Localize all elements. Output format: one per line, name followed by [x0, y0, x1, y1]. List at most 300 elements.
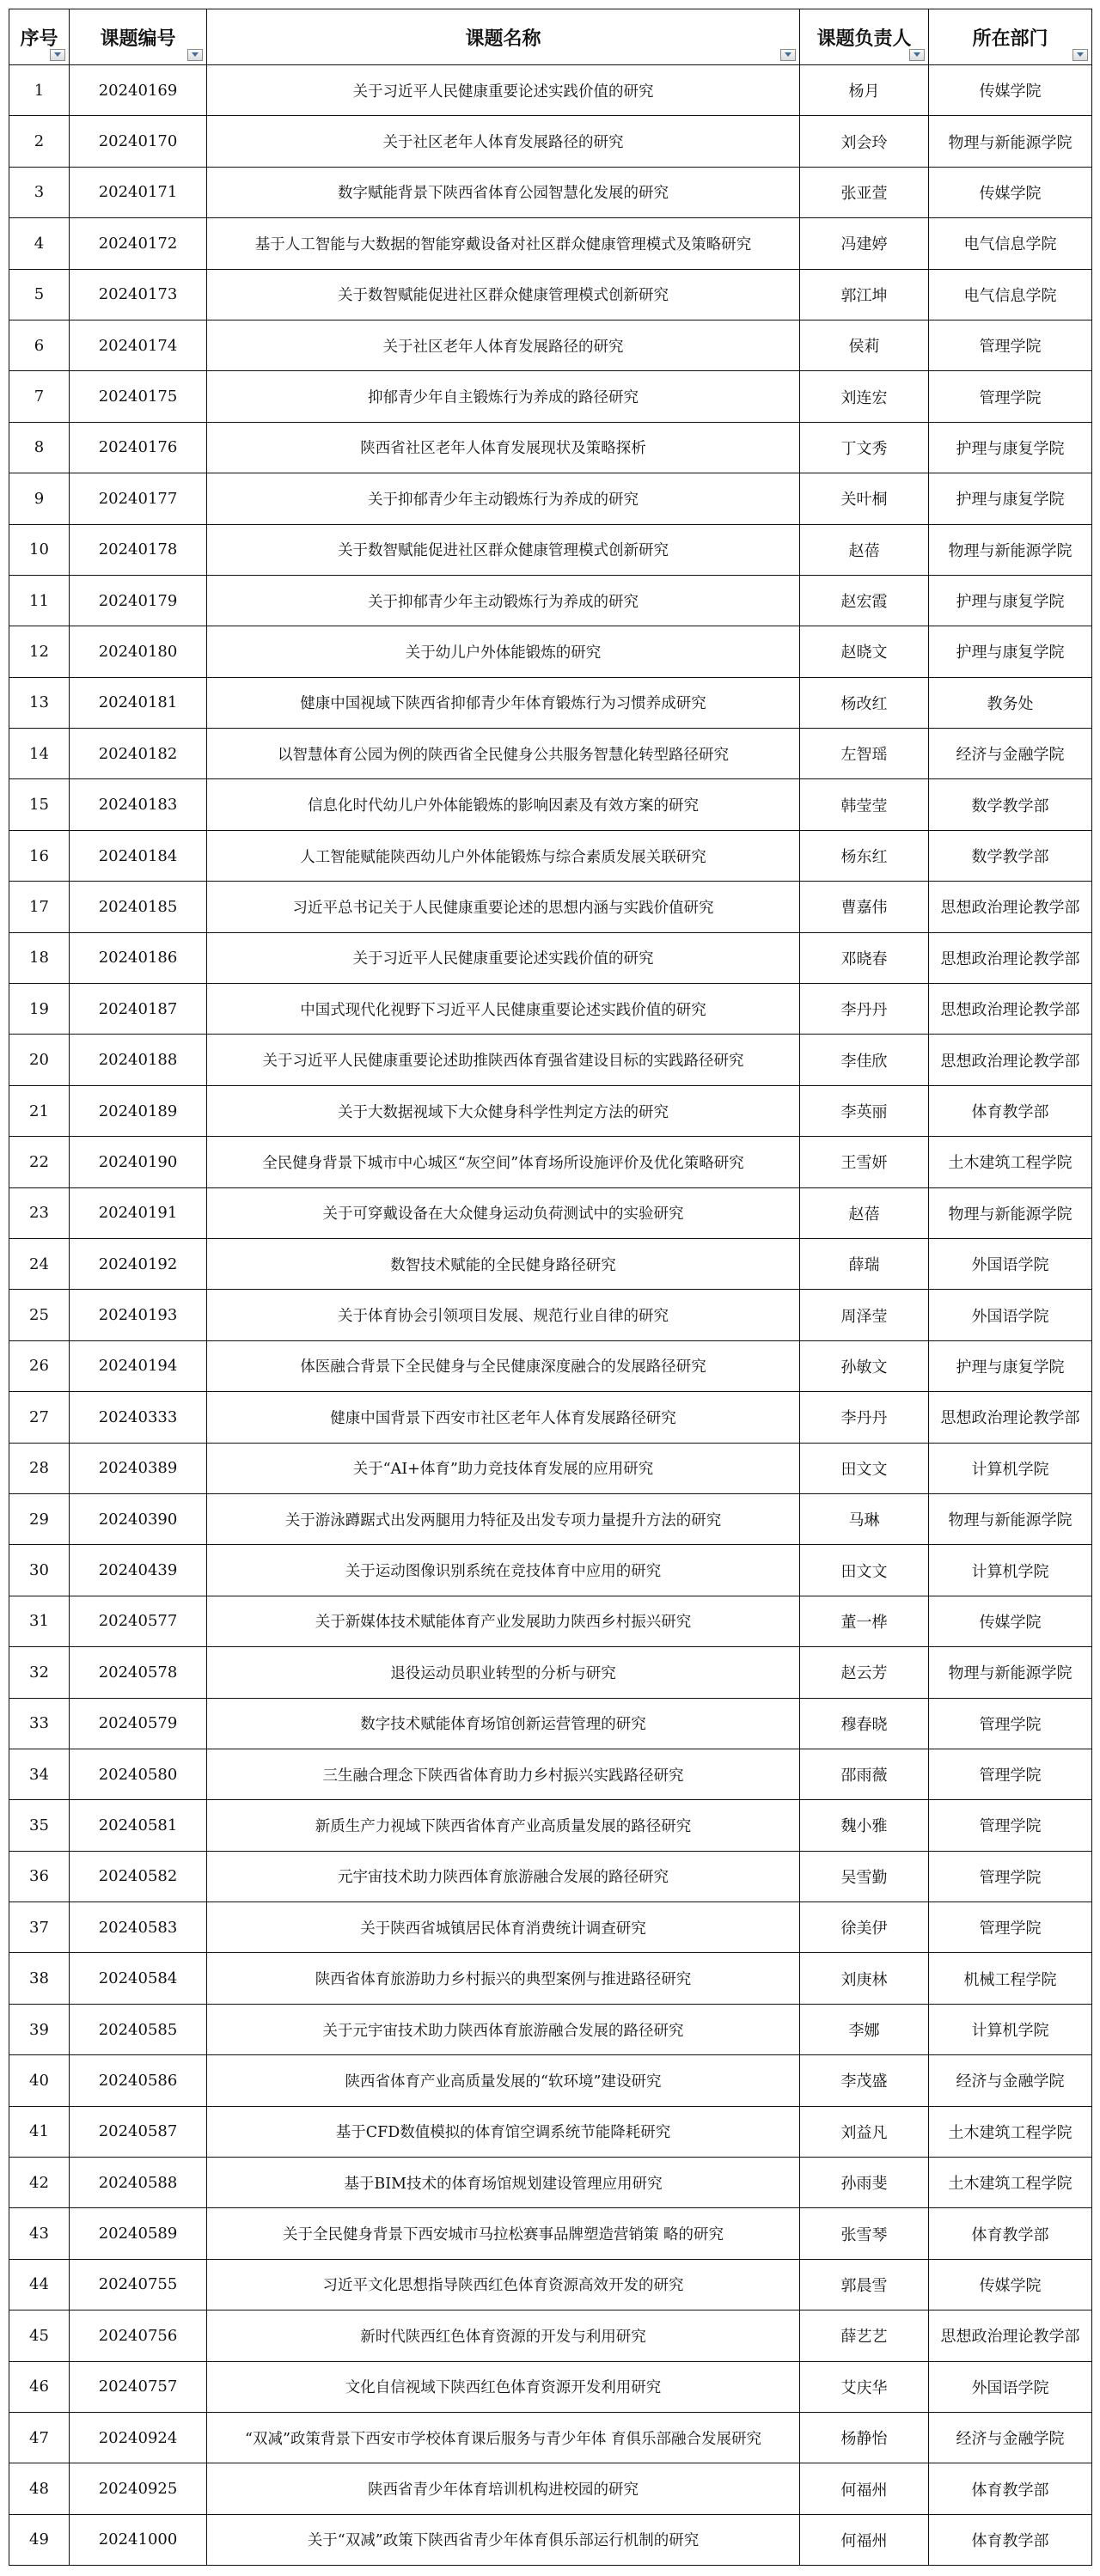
cell-leader: 张雪琴 — [800, 2208, 929, 2259]
table-row — [9, 2259, 1092, 2310]
cell-index: 11 — [9, 575, 70, 626]
cell-department: 教务处 — [929, 677, 1092, 728]
cell-leader: 李佳欣 — [800, 1035, 929, 1085]
cell-index: 29 — [9, 1493, 70, 1544]
cell-project-code: 20240587 — [70, 2106, 207, 2157]
cell-project-code: 20240179 — [70, 575, 207, 626]
cell-leader: 赵蓓 — [800, 524, 929, 575]
cell-index: 17 — [9, 882, 70, 932]
header-leader: 课题负责人 — [800, 9, 929, 65]
cell-department: 护理与康复学院 — [929, 626, 1092, 677]
cell-department: 物理与新能源学院 — [929, 116, 1092, 167]
cell-index: 41 — [9, 2106, 70, 2157]
cell-department: 护理与康复学院 — [929, 473, 1092, 524]
cell-project-code: 20240189 — [70, 1085, 207, 1136]
cell-project-code: 20240586 — [70, 2055, 207, 2106]
cell-leader: 侯莉 — [800, 320, 929, 370]
cell-index: 32 — [9, 1647, 70, 1698]
cell-project-code: 20240171 — [70, 167, 207, 217]
table-row — [9, 2412, 1092, 2463]
cell-project-name: 陕西省体育产业高质量发展的“软环境”建设研究 — [207, 2055, 800, 2106]
cell-project-code: 20240174 — [70, 320, 207, 370]
cell-leader: 杨静怡 — [800, 2412, 929, 2463]
cell-leader: 赵蓓 — [800, 1187, 929, 1238]
cell-project-code: 20241000 — [70, 2514, 207, 2565]
cell-project-name: 数字技术赋能体育场馆创新运营管理的研究 — [207, 1698, 800, 1749]
cell-project-code: 20240188 — [70, 1035, 207, 1085]
cell-project-code: 20240578 — [70, 1647, 207, 1698]
table-row — [9, 1035, 1092, 1085]
cell-project-code: 20240924 — [70, 2412, 207, 2463]
cell-leader: 魏小雅 — [800, 1800, 929, 1851]
cell-leader: 田文文 — [800, 1545, 929, 1596]
cell-project-name: 关于抑郁青少年主动锻炼行为养成的研究 — [207, 473, 800, 524]
table-row — [9, 1290, 1092, 1340]
cell-index: 19 — [9, 984, 70, 1035]
cell-project-code: 20240184 — [70, 830, 207, 881]
table-row — [9, 1545, 1092, 1596]
cell-index: 38 — [9, 1953, 70, 2004]
cell-index: 9 — [9, 473, 70, 524]
table-row — [9, 729, 1092, 779]
table-row — [9, 65, 1092, 116]
cell-leader: 杨改红 — [800, 677, 929, 728]
cell-project-code: 20240183 — [70, 779, 207, 830]
table-row — [9, 1902, 1092, 1953]
cell-project-code: 20240577 — [70, 1596, 207, 1646]
cell-project-name: 关于习近平人民健康重要论述助推陕西体育强省建设目标的实践路径研究 — [207, 1035, 800, 1085]
cell-leader: 赵宏霞 — [800, 575, 929, 626]
cell-index: 23 — [9, 1187, 70, 1238]
cell-project-name: 新时代陕西红色体育资源的开发与利用研究 — [207, 2310, 800, 2361]
cell-index: 5 — [9, 269, 70, 320]
cell-index: 20 — [9, 1035, 70, 1085]
table-row — [9, 1443, 1092, 1493]
cell-project-code: 20240177 — [70, 473, 207, 524]
cell-project-code: 20240194 — [70, 1340, 207, 1391]
table-row — [9, 779, 1092, 830]
filter-dropdown-icon[interactable] — [780, 49, 796, 61]
cell-department: 护理与康复学院 — [929, 422, 1092, 473]
cell-project-name: 习近平总书记关于人民健康重要论述的思想内涵与实践价值研究 — [207, 882, 800, 932]
cell-leader: 关叶桐 — [800, 473, 929, 524]
cell-leader: 何福州 — [800, 2463, 929, 2514]
cell-leader: 刘连宏 — [800, 371, 929, 422]
table-row — [9, 1493, 1092, 1544]
table-row — [9, 2310, 1092, 2361]
cell-project-code: 20240756 — [70, 2310, 207, 2361]
cell-index: 47 — [9, 2412, 70, 2463]
cell-project-name: 数字赋能背景下陕西省体育公园智慧化发展的研究 — [207, 167, 800, 217]
cell-project-name: 人工智能赋能陕西幼儿户外体能锻炼与综合素质发展关联研究 — [207, 830, 800, 881]
cell-project-code: 20240389 — [70, 1443, 207, 1493]
cell-leader: 冯建婷 — [800, 218, 929, 269]
cell-index: 45 — [9, 2310, 70, 2361]
cell-department: 物理与新能源学院 — [929, 1493, 1092, 1544]
cell-project-code: 20240585 — [70, 2004, 207, 2054]
cell-project-name: 关于新媒体技术赋能体育产业发展助力陕西乡村振兴研究 — [207, 1596, 800, 1646]
cell-leader: 杨东红 — [800, 830, 929, 881]
table-row — [9, 1137, 1092, 1187]
cell-project-code: 20240180 — [70, 626, 207, 677]
cell-project-name: 健康中国视域下陕西省抑郁青少年体育锻炼行为习惯养成研究 — [207, 677, 800, 728]
cell-department: 体育教学部 — [929, 2463, 1092, 2514]
table-row — [9, 882, 1092, 932]
header-project-name: 课题名称 — [207, 9, 800, 65]
table-row — [9, 116, 1092, 167]
cell-leader: 穆春晓 — [800, 1698, 929, 1749]
cell-leader: 吴雪勤 — [800, 1851, 929, 1901]
cell-department: 物理与新能源学院 — [929, 1187, 1092, 1238]
cell-project-name: 关于社区老年人体育发展路径的研究 — [207, 116, 800, 167]
cell-department: 管理学院 — [929, 1800, 1092, 1851]
cell-department: 思想政治理论教学部 — [929, 932, 1092, 983]
cell-leader: 丁文秀 — [800, 422, 929, 473]
header-department: 所在部门 — [929, 9, 1092, 65]
table-row — [9, 677, 1092, 728]
table-row — [9, 2361, 1092, 2412]
cell-department: 外国语学院 — [929, 1290, 1092, 1340]
table-row — [9, 1596, 1092, 1646]
cell-department: 体育教学部 — [929, 2514, 1092, 2565]
cell-leader: 周泽莹 — [800, 1290, 929, 1340]
cell-index: 40 — [9, 2055, 70, 2106]
cell-leader: 孙雨斐 — [800, 2158, 929, 2208]
cell-leader: 何福州 — [800, 2514, 929, 2565]
cell-project-name: 关于可穿戴设备在大众健身运动负荷测试中的实验研究 — [207, 1187, 800, 1238]
cell-department: 外国语学院 — [929, 2361, 1092, 2412]
cell-project-name: 全民健身背景下城市中心城区“灰空间”体育场所设施评价及优化策略研究 — [207, 1137, 800, 1187]
cell-project-name: 基于CFD数值模拟的体育馆空调系统节能降耗研究 — [207, 2106, 800, 2157]
cell-index: 49 — [9, 2514, 70, 2565]
cell-index: 8 — [9, 422, 70, 473]
table-row — [9, 269, 1092, 320]
cell-leader: 孙敏文 — [800, 1340, 929, 1391]
cell-department: 思想政治理论教学部 — [929, 882, 1092, 932]
cell-project-code: 20240185 — [70, 882, 207, 932]
cell-index: 31 — [9, 1596, 70, 1646]
cell-leader: 李英丽 — [800, 1085, 929, 1136]
cell-leader: 邓晓春 — [800, 932, 929, 983]
cell-project-code: 20240176 — [70, 422, 207, 473]
cell-project-name: 以智慧体育公园为例的陕西省全民健身公共服务智慧化转型路径研究 — [207, 729, 800, 779]
cell-project-name: 抑郁青少年自主锻炼行为养成的路径研究 — [207, 371, 800, 422]
cell-project-code: 20240925 — [70, 2463, 207, 2514]
cell-project-name: 关于全民健身背景下西安城市马拉松赛事品牌塑造营销策 略的研究 — [207, 2208, 800, 2259]
cell-department: 数学教学部 — [929, 779, 1092, 830]
cell-project-name: 习近平文化思想指导陕西红色体育资源高效开发的研究 — [207, 2259, 800, 2310]
table-row — [9, 1851, 1092, 1901]
cell-project-name: 陕西省体育旅游助力乡村振兴的典型案例与推进路径研究 — [207, 1953, 800, 2004]
cell-project-name: 关于抑郁青少年主动锻炼行为养成的研究 — [207, 575, 800, 626]
cell-index: 14 — [9, 729, 70, 779]
cell-project-name: 关于元宇宙技术助力陕西体育旅游融合发展的路径研究 — [207, 2004, 800, 2054]
cell-department: 土木建筑工程学院 — [929, 2158, 1092, 2208]
table-row — [9, 1187, 1092, 1238]
cell-project-code: 20240182 — [70, 729, 207, 779]
cell-index: 1 — [9, 65, 70, 116]
table-row — [9, 422, 1092, 473]
cell-department: 体育教学部 — [929, 2208, 1092, 2259]
cell-index: 35 — [9, 1800, 70, 1851]
table-row — [9, 2208, 1092, 2259]
cell-project-name: 退役运动员职业转型的分析与研究 — [207, 1647, 800, 1698]
cell-leader: 郭晨雪 — [800, 2259, 929, 2310]
cell-project-code: 20240390 — [70, 1493, 207, 1544]
cell-department: 管理学院 — [929, 1698, 1092, 1749]
table-row — [9, 167, 1092, 217]
cell-index: 21 — [9, 1085, 70, 1136]
cell-project-name: 关于幼儿户外体能锻炼的研究 — [207, 626, 800, 677]
header-project-code: 课题编号 — [70, 9, 207, 65]
cell-project-name: 关于运动图像识别系统在竞技体育中应用的研究 — [207, 1545, 800, 1596]
cell-project-name: 陕西省青少年体育培训机构进校园的研究 — [207, 2463, 800, 2514]
cell-project-code: 20240581 — [70, 1800, 207, 1851]
cell-project-code: 20240579 — [70, 1698, 207, 1749]
cell-project-name: 关于大数据视域下大众健身科学性判定方法的研究 — [207, 1085, 800, 1136]
cell-leader: 李娜 — [800, 2004, 929, 2054]
cell-index: 13 — [9, 677, 70, 728]
table-row — [9, 524, 1092, 575]
cell-project-name: 关于陕西省城镇居民体育消费统计调查研究 — [207, 1902, 800, 1953]
cell-project-code: 20240172 — [70, 218, 207, 269]
cell-project-name: 元宇宙技术助力陕西体育旅游融合发展的路径研究 — [207, 1851, 800, 1901]
cell-index: 16 — [9, 830, 70, 881]
cell-project-name: 陕西省社区老年人体育发展现状及策略探析 — [207, 422, 800, 473]
cell-project-name: 关于习近平人民健康重要论述实践价值的研究 — [207, 932, 800, 983]
cell-leader: 田文文 — [800, 1443, 929, 1493]
cell-leader: 赵云芳 — [800, 1647, 929, 1698]
cell-index: 34 — [9, 1749, 70, 1799]
cell-department: 体育教学部 — [929, 1085, 1092, 1136]
cell-project-code: 20240191 — [70, 1187, 207, 1238]
cell-department: 思想政治理论教学部 — [929, 984, 1092, 1035]
cell-department: 物理与新能源学院 — [929, 1647, 1092, 1698]
cell-project-name: 中国式现代化视野下习近平人民健康重要论述实践价值的研究 — [207, 984, 800, 1035]
cell-leader: 李丹丹 — [800, 1392, 929, 1443]
table-row — [9, 932, 1092, 983]
cell-project-code: 20240582 — [70, 1851, 207, 1901]
cell-department: 传媒学院 — [929, 167, 1092, 217]
cell-project-name: 关于“双减”政策下陕西省青少年体育俱乐部运行机制的研究 — [207, 2514, 800, 2565]
cell-index: 24 — [9, 1238, 70, 1289]
cell-project-name: 新质生产力视域下陕西省体育产业高质量发展的路径研究 — [207, 1800, 800, 1851]
table-row — [9, 830, 1092, 881]
table-row — [9, 218, 1092, 269]
cell-leader: 杨月 — [800, 65, 929, 116]
cell-index: 7 — [9, 371, 70, 422]
header-index: 序号 — [9, 9, 70, 65]
cell-leader: 韩莹莹 — [800, 779, 929, 830]
table-row — [9, 1085, 1092, 1136]
cell-project-name: 文化自信视域下陕西红色体育资源开发利用研究 — [207, 2361, 800, 2412]
cell-project-code: 20240178 — [70, 524, 207, 575]
cell-project-code: 20240193 — [70, 1290, 207, 1340]
cell-project-code: 20240584 — [70, 1953, 207, 2004]
cell-department: 管理学院 — [929, 1749, 1092, 1799]
cell-leader: 刘庚林 — [800, 1953, 929, 2004]
cell-department: 管理学院 — [929, 320, 1092, 370]
cell-department: 物理与新能源学院 — [929, 524, 1092, 575]
cell-project-name: 关于社区老年人体育发展路径的研究 — [207, 320, 800, 370]
cell-department: 管理学院 — [929, 1902, 1092, 1953]
cell-department: 土木建筑工程学院 — [929, 1137, 1092, 1187]
table-row — [9, 2106, 1092, 2157]
cell-index: 27 — [9, 1392, 70, 1443]
cell-leader: 刘会玲 — [800, 116, 929, 167]
cell-project-name: 基于BIM技术的体育场馆规划建设管理应用研究 — [207, 2158, 800, 2208]
table-row — [9, 626, 1092, 677]
cell-department: 传媒学院 — [929, 1596, 1092, 1646]
cell-department: 传媒学院 — [929, 65, 1092, 116]
filter-dropdown-icon[interactable] — [909, 49, 925, 61]
cell-department: 经济与金融学院 — [929, 2055, 1092, 2106]
cell-index: 43 — [9, 2208, 70, 2259]
cell-department: 电气信息学院 — [929, 218, 1092, 269]
cell-leader: 李茂盛 — [800, 2055, 929, 2106]
cell-index: 3 — [9, 167, 70, 217]
cell-project-code: 20240580 — [70, 1749, 207, 1799]
cell-index: 18 — [9, 932, 70, 983]
table-row — [9, 1647, 1092, 1698]
cell-project-code: 20240589 — [70, 2208, 207, 2259]
table-row — [9, 984, 1092, 1035]
cell-project-name: 体医融合背景下全民健身与全民健康深度融合的发展路径研究 — [207, 1340, 800, 1391]
cell-department: 经济与金融学院 — [929, 2412, 1092, 2463]
cell-project-name: 三生融合理念下陕西省体育助力乡村振兴实践路径研究 — [207, 1749, 800, 1799]
cell-project-code: 20240181 — [70, 677, 207, 728]
cell-department: 思想政治理论教学部 — [929, 2310, 1092, 2361]
cell-leader: 薛艺艺 — [800, 2310, 929, 2361]
table-container — [9, 9, 1091, 2566]
cell-index: 2 — [9, 116, 70, 167]
cell-department: 机械工程学院 — [929, 1953, 1092, 2004]
table-row — [9, 575, 1092, 626]
cell-index: 48 — [9, 2463, 70, 2514]
table-row — [9, 473, 1092, 524]
project-table — [9, 9, 1092, 2566]
cell-index: 10 — [9, 524, 70, 575]
cell-department: 外国语学院 — [929, 1238, 1092, 1289]
cell-index: 46 — [9, 2361, 70, 2412]
table-row — [9, 2158, 1092, 2208]
cell-project-code: 20240192 — [70, 1238, 207, 1289]
cell-department: 数学教学部 — [929, 830, 1092, 881]
cell-department: 计算机学院 — [929, 1443, 1092, 1493]
cell-leader: 刘益凡 — [800, 2106, 929, 2157]
table-row — [9, 1749, 1092, 1799]
cell-project-name: 关于“AI+体育”助力竞技体育发展的应用研究 — [207, 1443, 800, 1493]
cell-department: 计算机学院 — [929, 1545, 1092, 1596]
table-row — [9, 1953, 1092, 2004]
table-row — [9, 2514, 1092, 2565]
cell-index: 37 — [9, 1902, 70, 1953]
cell-leader: 左智瑶 — [800, 729, 929, 779]
cell-leader: 艾庆华 — [800, 2361, 929, 2412]
cell-project-name: “双减”政策背景下西安市学校体育课后服务与青少年体 育俱乐部融合发展研究 — [207, 2412, 800, 2463]
cell-index: 15 — [9, 779, 70, 830]
cell-leader: 董一桦 — [800, 1596, 929, 1646]
table-row — [9, 320, 1092, 370]
cell-project-name: 健康中国背景下西安市社区老年人体育发展路径研究 — [207, 1392, 800, 1443]
cell-department: 护理与康复学院 — [929, 575, 1092, 626]
filter-dropdown-icon[interactable] — [50, 49, 65, 61]
cell-index: 36 — [9, 1851, 70, 1901]
cell-project-name: 关于体育协会引领项目发展、规范行业自律的研究 — [207, 1290, 800, 1340]
cell-leader: 邵雨薇 — [800, 1749, 929, 1799]
cell-leader: 徐美伊 — [800, 1902, 929, 1953]
cell-department: 土木建筑工程学院 — [929, 2106, 1092, 2157]
cell-department: 思想政治理论教学部 — [929, 1392, 1092, 1443]
table-row — [9, 371, 1092, 422]
cell-project-code: 20240755 — [70, 2259, 207, 2310]
table-body — [9, 65, 1092, 2566]
cell-index: 42 — [9, 2158, 70, 2208]
table-row — [9, 1392, 1092, 1443]
cell-department: 计算机学院 — [929, 2004, 1092, 2054]
filter-dropdown-icon[interactable] — [187, 49, 203, 61]
cell-project-name: 基于人工智能与大数据的智能穿戴设备对社区群众健康管理模式及策略研究 — [207, 218, 800, 269]
cell-project-name: 关于数智赋能促进社区群众健康管理模式创新研究 — [207, 524, 800, 575]
table-row — [9, 1238, 1092, 1289]
cell-department: 经济与金融学院 — [929, 729, 1092, 779]
cell-project-name: 关于游泳蹲踞式出发两腿用力特征及出发专项力量提升方法的研究 — [207, 1493, 800, 1544]
cell-project-code: 20240190 — [70, 1137, 207, 1187]
cell-project-code: 20240187 — [70, 984, 207, 1035]
cell-index: 26 — [9, 1340, 70, 1391]
table-row — [9, 1800, 1092, 1851]
cell-leader: 张亚萱 — [800, 167, 929, 217]
cell-index: 6 — [9, 320, 70, 370]
cell-department: 电气信息学院 — [929, 269, 1092, 320]
cell-project-code: 20240757 — [70, 2361, 207, 2412]
cell-leader: 赵晓文 — [800, 626, 929, 677]
cell-department: 管理学院 — [929, 371, 1092, 422]
cell-project-code: 20240169 — [70, 65, 207, 116]
cell-project-code: 20240333 — [70, 1392, 207, 1443]
cell-project-name: 信息化时代幼儿户外体能锻炼的影响因素及有效方案的研究 — [207, 779, 800, 830]
cell-leader: 王雪妍 — [800, 1137, 929, 1187]
cell-department: 护理与康复学院 — [929, 1340, 1092, 1391]
cell-leader: 薛瑞 — [800, 1238, 929, 1289]
cell-index: 4 — [9, 218, 70, 269]
table-row — [9, 2055, 1092, 2106]
cell-index: 33 — [9, 1698, 70, 1749]
cell-project-code: 20240175 — [70, 371, 207, 422]
filter-dropdown-icon[interactable] — [1072, 49, 1088, 61]
table-row — [9, 1340, 1092, 1391]
cell-project-code: 20240583 — [70, 1902, 207, 1953]
cell-project-code: 20240173 — [70, 269, 207, 320]
cell-index: 30 — [9, 1545, 70, 1596]
cell-project-code: 20240186 — [70, 932, 207, 983]
cell-leader: 李丹丹 — [800, 984, 929, 1035]
cell-index: 25 — [9, 1290, 70, 1340]
cell-index: 28 — [9, 1443, 70, 1493]
cell-index: 44 — [9, 2259, 70, 2310]
cell-leader: 曹嘉伟 — [800, 882, 929, 932]
cell-department: 管理学院 — [929, 1851, 1092, 1901]
cell-department: 思想政治理论教学部 — [929, 1035, 1092, 1085]
cell-index: 39 — [9, 2004, 70, 2054]
table-row — [9, 1698, 1092, 1749]
cell-department: 传媒学院 — [929, 2259, 1092, 2310]
table-row — [9, 2463, 1092, 2514]
cell-project-code: 20240588 — [70, 2158, 207, 2208]
cell-project-name: 关于习近平人民健康重要论述实践价值的研究 — [207, 65, 800, 116]
cell-project-name: 关于数智赋能促进社区群众健康管理模式创新研究 — [207, 269, 800, 320]
cell-index: 22 — [9, 1137, 70, 1187]
